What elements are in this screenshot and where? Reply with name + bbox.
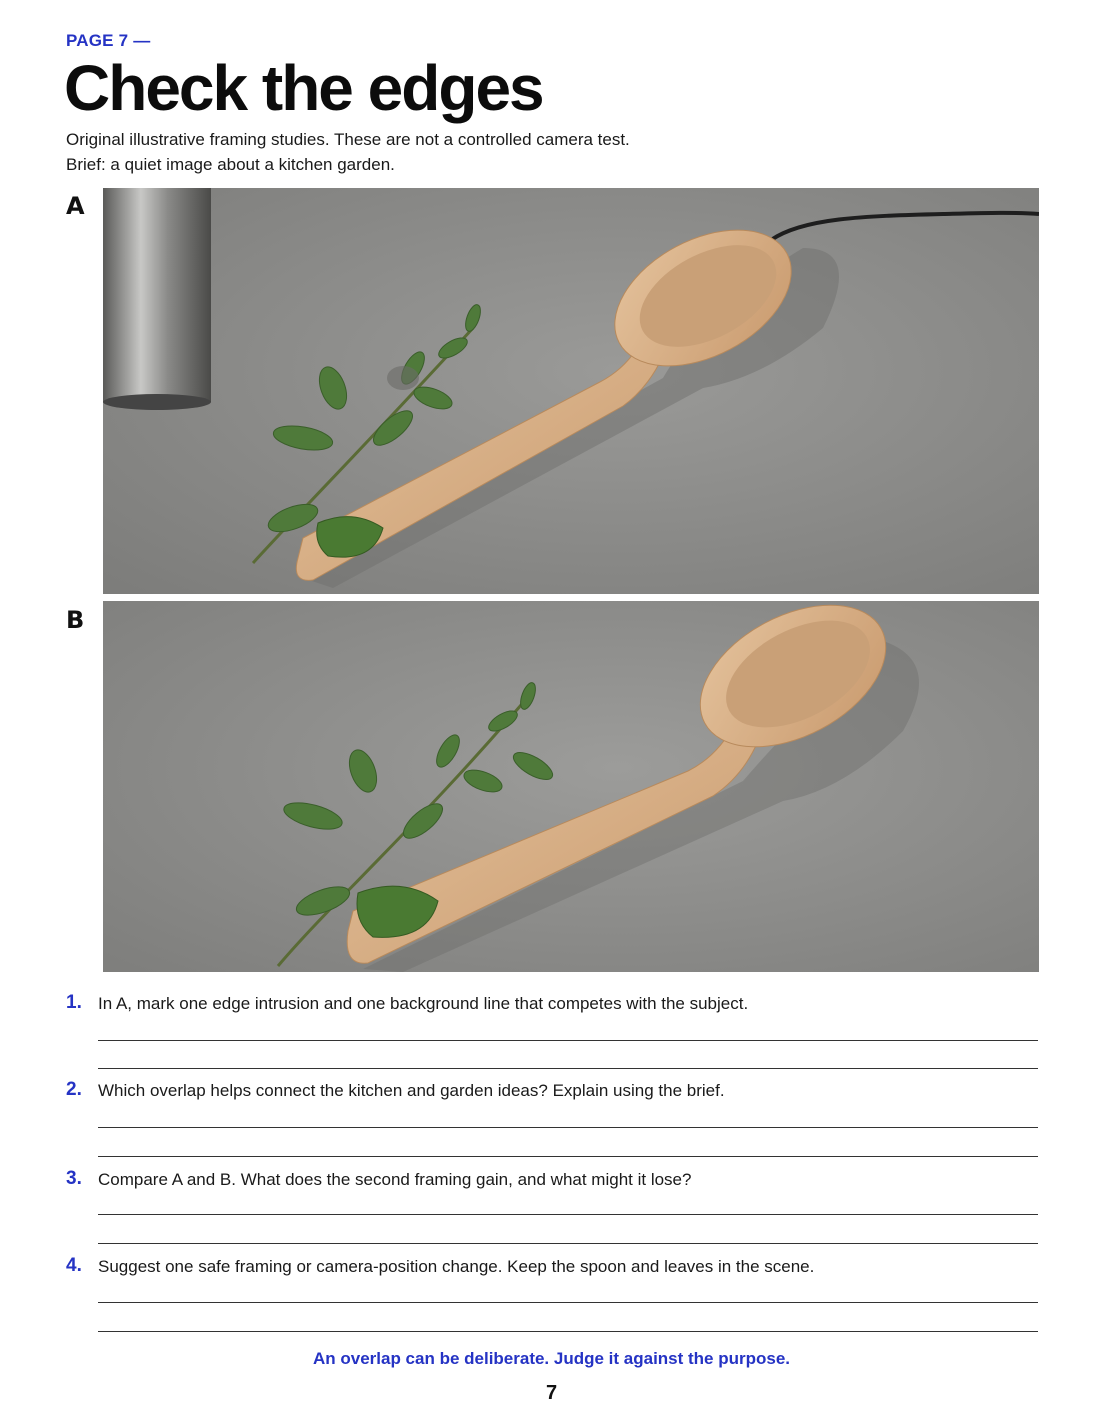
- question-4: [66, 1255, 1038, 1335]
- question-text: Suggest one safe framing or camera-position change. Keep the spoon and leaves in the scene.: [98, 1257, 815, 1276]
- panel-label-b: B: [66, 606, 85, 634]
- metal-canister: [103, 188, 211, 402]
- photo-b: [103, 601, 1039, 972]
- answer-line[interactable]: [98, 1156, 1038, 1157]
- panel-label-a: A: [66, 192, 85, 220]
- intro-line: Brief: a quiet image about a kitchen garden.: [66, 155, 395, 174]
- answer-line[interactable]: [98, 1068, 1038, 1069]
- page-number: 7: [545, 1382, 558, 1404]
- question-3: [66, 1168, 1038, 1248]
- question-number: 2.: [66, 1079, 82, 1100]
- question-number: 3.: [66, 1168, 82, 1189]
- answer-line[interactable]: [98, 1302, 1038, 1303]
- question-2: [66, 1079, 1038, 1159]
- page-kicker: PAGE 7 —: [66, 31, 151, 50]
- footer-note: An overlap can be deliberate. Judge it against the purpose.: [312, 1349, 791, 1368]
- page-title: Check the edges: [64, 52, 543, 124]
- answer-line[interactable]: [98, 1243, 1038, 1244]
- question-number: 1.: [66, 992, 82, 1013]
- photo-a: [103, 188, 1039, 594]
- answer-line[interactable]: [98, 1040, 1038, 1041]
- photo-b-illustration: [103, 601, 1039, 972]
- question-text: Which overlap helps connect the kitchen and garden ideas? Explain using the brief.: [98, 1081, 725, 1100]
- answer-line[interactable]: [98, 1331, 1038, 1332]
- photo-a-illustration: [103, 188, 1039, 594]
- question-1: [66, 992, 1038, 1072]
- question-number: 4.: [66, 1255, 82, 1276]
- answer-line[interactable]: [98, 1127, 1038, 1128]
- intro: [66, 127, 630, 177]
- question-text: In A, mark one edge intrusion and one background line that competes with the subject.: [98, 994, 749, 1013]
- answer-line[interactable]: [98, 1214, 1038, 1215]
- question-text: Compare A and B. What does the second framing gain, and what might it lose?: [98, 1170, 692, 1189]
- intro-line: Original illustrative framing studies. These are not a controlled camera test.: [66, 130, 630, 149]
